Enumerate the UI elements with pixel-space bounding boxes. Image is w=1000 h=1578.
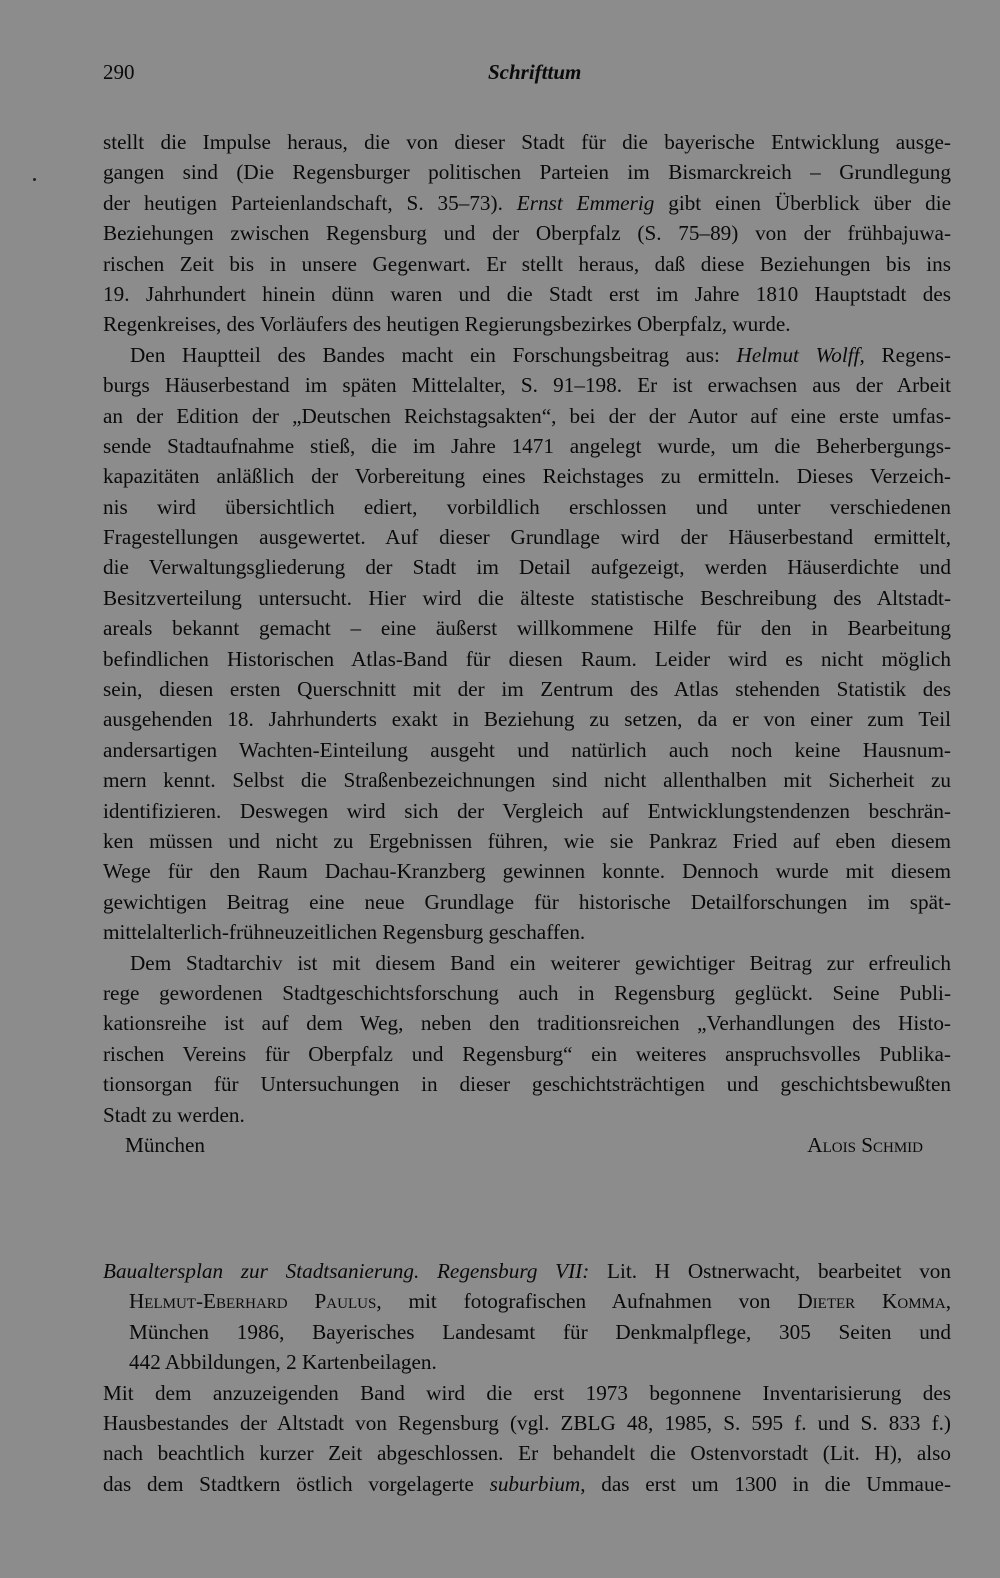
text-line: 19. Jahrhundert hinein dünn waren und die Stadt erst im Jahre 1810 Hauptstadt des (103, 281, 951, 306)
author-name-wolff: Helmut Wolff, (736, 342, 865, 367)
text-line: Dem Stadtarchiv ist mit diesem Band ein weiterer gewichtiger Beitrag zur erfreulich (130, 950, 951, 975)
review-signature (103, 1130, 951, 1160)
editor-name: Helmut-Eberhard Paulus (129, 1289, 377, 1314)
text-line: mittelalterlich-frühneuzeitlichen Regensburg geschaffen. (103, 920, 586, 945)
review-text-1 (103, 127, 951, 1160)
text-line: Helmut-Eberhard Paulus, mit fotografischen Aufnahmen von Dieter Komma, (129, 1289, 951, 1314)
review-body (103, 1378, 951, 1500)
text-line: Hausbestandes der Altstadt von Regensburg (vgl. ZBLG 48, 1985, S. 595 f. und S. 833 f.) (103, 1410, 951, 1435)
text-line: 442 Abbildungen, 2 Kartenbeilagen. (129, 1350, 437, 1375)
text-line: Den Hauptteil des Bandes macht ein Forschungsbeitrag aus: Helmut Wolff, Regens- (130, 342, 951, 367)
page-header (103, 60, 1000, 90)
text-line: befindlichen Historischen Atlas-Band für diesen Raum. Leider wird es nicht möglich (103, 646, 951, 671)
review-2 (103, 1256, 951, 1499)
text-line: ken müssen und nicht zu Ergebnissen führen, wie sie Pankraz Fried auf eben diesem (103, 828, 951, 853)
text-line: Beziehungen zwischen Regensburg und der Oberpfalz (S. 75–89) von der frühbajuwa- (103, 221, 951, 246)
text-line: München 1986, Bayerisches Landesamt für Denkmalpflege, 305 Seiten und (129, 1319, 951, 1344)
bibliographic-citation (103, 1256, 951, 1378)
text-line: tionsorgan für Untersuchungen in dieser geschichtsträchtigen und geschichtsbewußten (103, 1072, 951, 1097)
book-title: Baualtersplan zur Stadtsanierung. Regensburg VII: (103, 1259, 590, 1283)
text-line: Fragestellungen ausgewertet. Auf dieser Grundlage wird der Häuserbestand ermittelt, (103, 525, 951, 550)
text-line: sende Stadtaufnahme stieß, die im Jahre 1471 angelegt wurde, um die Beherbergungs- (103, 433, 951, 458)
text-line: Stadt zu werden. (103, 1102, 245, 1127)
text-line: stellt die Impulse heraus, die von dieser Stadt für die bayerische Entwicklung ausge- (103, 130, 951, 154)
text-line: Regenkreises, des Vorläufers des heutigen Regierungsbezirkes Oberpfalz, wurde. (103, 312, 791, 337)
text-line: mern kennt. Selbst die Straßenbezeichnungen sind nicht allenthalben mit Sicherheit zu (103, 768, 951, 793)
text-line: Mit dem anzuzeigenden Band wird die erst 1973 begonnene Inventarisierung des (103, 1380, 951, 1405)
text-line: gewichtigen Beitrag eine neue Grundlage für historische Detailforschungen im spät- (103, 889, 951, 914)
text-line: das dem Stadtkern östlich vorgelagerte suburbium, das erst um 1300 in die Ummaue- (103, 1471, 952, 1496)
latin-term: suburbium (489, 1471, 581, 1496)
text-line: identifizieren. Deswegen wird sich der Vergleich auf Entwicklungstendenzen beschrän- (103, 798, 951, 823)
text-line: andersartigen Wachten-Einteilung ausgeht und natürlich auch noch keine Hausnum- (103, 737, 951, 762)
text-line: nach beachtlich kurzer Zeit abgeschlossen. Er behandelt die Ostenvorstadt (Lit. H), also (103, 1441, 951, 1466)
author-name-emmerig: Ernst Emmerig (516, 190, 655, 215)
text-line: areals bekannt gemacht – eine äußerst willkommene Hilfe für den in Bearbeitung (103, 616, 951, 641)
text-line: der heutigen Parteienlandschaft, S. 35–73). Ernst Emmerig gibt einen Überblick über die (103, 190, 952, 215)
text-line: sein, diesen ersten Querschnitt mit der im Zentrum des Atlas stehenden Statistik des (103, 677, 951, 702)
page-number: 290 (103, 60, 135, 84)
text-line: rege gewordenen Stadtgeschichtsforschung auch in Regensburg geglückt. Seine Publi- (103, 980, 951, 1005)
text-line: an der Edition der „Deutschen Reichstagsakten“, bei der der Autor auf eine erste umfas- (103, 403, 951, 428)
text-line: die Verwaltungsgliederung der Stadt im Detail aufgezeigt, werden Häuserdichte und (103, 555, 951, 580)
text-line: burgs Häuserbestand im späten Mittelalter, S. 91–198. Er ist erwachsen aus der Arbeit (103, 373, 951, 398)
running-title: Schrifttum (488, 60, 582, 84)
text-line: Baualtersplan zur Stadtsanierung. Regensburg VII: Lit. H Ostnerwacht, bearbeitet von (103, 1259, 951, 1283)
text-line: Wege für den Raum Dachau-Kranzberg gewinnen konnte. Dennoch wurde mit diesem (103, 859, 951, 884)
text-line: gangen sind (Die Regensburger politischen Parteien im Bismarckreich – Grundlegung (103, 160, 951, 185)
photographer-name: Dieter Komma (797, 1289, 946, 1314)
text-line: rischen Vereins für Oberpfalz und Regensburg“ ein weiteres anspruchsvolles Publika- (103, 1041, 951, 1066)
signature-author: Alois Schmid (807, 1132, 923, 1157)
text-line: ausgehenden 18. Jahrhunderts exakt in Beziehung zu setzen, da er von einer zum Teil (103, 707, 951, 732)
text-line: kapazitäten anläßlich der Vorbereitung eines Reichstages zu ermitteln. Dieses Verzeich- (103, 464, 951, 489)
signature-city: München (125, 1132, 206, 1157)
text-line: kationsreihe ist auf dem Weg, neben den traditionsreichen „Verhandlungen des Histo- (103, 1011, 951, 1036)
text-line: Besitzverteilung untersucht. Hier wird die älteste statistische Beschreibung des Altstadt- (103, 585, 951, 610)
text-line: nis wird übersichtlich ediert, vorbildlich erschlossen und unter verschiedenen (103, 494, 951, 519)
scan-speck (33, 178, 36, 181)
text-line: rischen Zeit bis in unsere Gegenwart. Er stellt heraus, daß diese Beziehungen bis ins (103, 251, 951, 276)
